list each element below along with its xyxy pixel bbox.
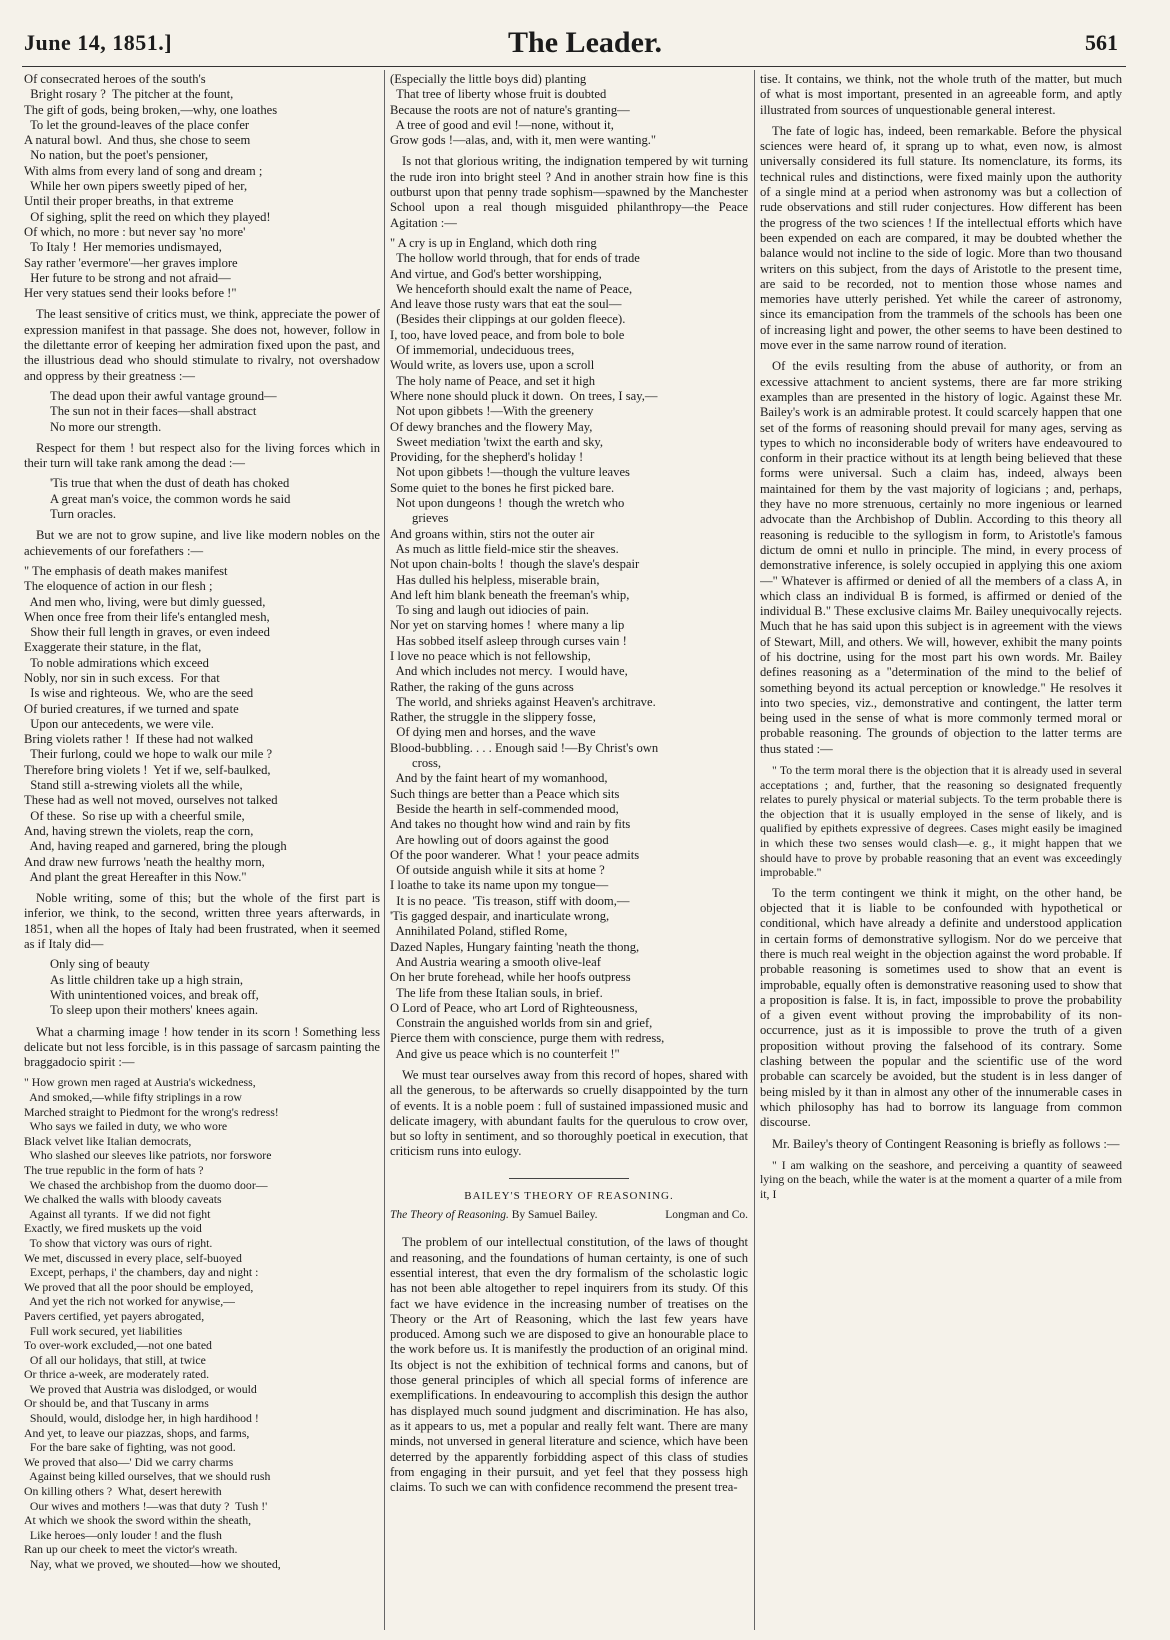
verse-line: Pavers certified, yet payers abrogated, — [24, 1308, 205, 1323]
verse-line: We proved that all the poor should be employed, — [24, 1279, 254, 1294]
verse-line: I loathe to take its name upon my tongue— — [390, 878, 609, 893]
verse-line: At which we shook the sword within the sheath, — [24, 1513, 252, 1528]
verse-line: Constrain the anguished worlds from sin and grief, — [390, 1016, 653, 1031]
verse-line: Pierce them with conscience, purge them with redress, — [390, 1031, 665, 1046]
verse-line: Therefore bring violets ! Yet if we, self-baulked, — [24, 762, 271, 777]
paragraph: Noble writing, some of this; but the whole of the first part is inferior, we think, to the second, written three years afterwards, in 1851, when all the hopes of Italy had been frustrated, when it seemed as if Italy did— — [24, 891, 380, 952]
paragraph: Respect for them ! but respect also for the living forces which in their turn will take rank among the dead :— — [24, 440, 380, 471]
verse-line: Who slashed our sleeves like patriots, nor forswore — [24, 1148, 272, 1163]
verse-block — [24, 1075, 380, 1571]
verse-line: Except, perhaps, i' the chambers, day and night : — [24, 1265, 259, 1280]
verse-line: A great man's voice, the common words he said — [50, 491, 291, 506]
verse-line: To noble admirations which exceed — [24, 655, 209, 670]
quoted-passage: " I am walking on the seashore, and perceiving a quantity of seaweed lying on the beach, while the water is at the moment a quarter of a mile from it, I — [760, 1157, 1122, 1202]
verse-line: On her brute forehead, while her hoofs outpress — [390, 970, 631, 985]
verse-line: Against being killed ourselves, that we should rush — [24, 1469, 271, 1484]
verse-line: Of all our holidays, that still, at twice — [24, 1352, 206, 1367]
verse-line: Not upon gibbets !—With the greenery — [390, 404, 594, 419]
issue-date: June 14, 1851.] — [24, 30, 173, 55]
verse-line: Of consecrated heroes of the south's — [24, 72, 206, 86]
verse-line: The gift of gods, being broken,—why, one loathes — [24, 102, 278, 117]
verse-line: Only sing of beauty — [50, 957, 150, 972]
verse-line: We chased the archbishop from the duomo door— — [24, 1177, 268, 1192]
verse-line: A natural bowl. And thus, she chose to seem — [24, 133, 251, 148]
verse-line: To over-work excluded,—not one bated — [24, 1338, 212, 1353]
verse-line: Black velvet like Italian democrats, — [24, 1133, 192, 1148]
verse-line: Of immemorial, undeciduous trees, — [390, 343, 575, 358]
verse-line: grieves — [390, 511, 449, 526]
verse-line: Turn oracles. — [50, 507, 116, 522]
verse-line: Bright rosary ? The pitcher at the fount, — [24, 87, 234, 102]
verse-line: Of dewy branches and the flowery May, — [390, 419, 593, 434]
verse-line: Our wives and mothers !—was that duty ? Tush !' — [24, 1498, 268, 1513]
paragraph: The problem of our intellectual constitution, of the laws of thought and reasoning, and the foundations of human certainty, is one of such essential interest, that even the dry formalism of the scholastic logic has not been able altogether to repel inquirers from its study. Of this fact we have evidence in the increasing number of treatises on the Theory or the Art of Reasoning, which the last few years have produced. Among such we are disposed to give an honourable place to the work before us. It is manifestly the production of an original mind. Its object is not the exhibition of technical forms and canons, but of those general principles of which all special forms of inference are exemplifications. In endeavouring to accomplish this design the author has displayed much sound judgment and discrimination. He has also, as it appears to us, met a popular and really felt want. There are many minds, not unversed in general literature and science, which have been deterred by the apparently forbidding aspect of this class of studies from engaging in their pursuit, and yet feel that they possess high claims. To such we can with confidence recommend the present trea- — [390, 1235, 748, 1495]
verse-line: Are howling out of doors against the good — [390, 832, 609, 847]
page-number: 561 — [1085, 30, 1118, 55]
verse-line: Nor yet on starving homes ! where many a lip — [390, 618, 625, 633]
column-divider — [384, 70, 385, 1630]
verse-line: For the bare sake of fighting, was not good. — [24, 1440, 236, 1455]
verse-line: The hollow world through, that for ends of trade — [390, 251, 640, 266]
verse-line: Such things are better than a Peace which sits — [390, 786, 620, 801]
verse-line: Ran up our cheek to meet the victor's wreath. — [24, 1542, 238, 1557]
verse-line: cross, — [390, 756, 442, 771]
verse-block — [390, 236, 748, 1062]
verse-line: Stand still a-strewing violets all the while, — [24, 778, 243, 793]
column-1 — [24, 72, 380, 1572]
verse-line: Exactly, we fired muskets up the void — [24, 1221, 202, 1236]
verse-block — [24, 564, 380, 885]
masthead-title: The Leader. — [508, 26, 662, 59]
verse-line: Upon our antecedents, we were vile. — [24, 716, 214, 731]
column-divider — [754, 70, 755, 1630]
verse-line: Show their full length in graves, or even indeed — [24, 625, 270, 640]
verse-line: Not upon chain-bolts ! though the slave's despair — [390, 557, 640, 572]
verse-line: And virtue, and God's better worshipping, — [390, 266, 602, 281]
verse-line: O Lord of Peace, who art Lord of Righteousness, — [390, 1000, 638, 1015]
verse-line: And yet, to leave our piazzas, shops, and farms, — [24, 1425, 250, 1440]
verse-line: While her own pipers sweetly piped of her, — [24, 179, 248, 194]
verse-line: The life from these Italian souls, in brief. — [390, 985, 603, 1000]
verse-line: And groans within, stirs not the outer air — [390, 526, 595, 541]
verse-line: Of these. So rise up with a cheerful smile, — [24, 808, 245, 823]
verse-line: And yet the rich not worked for anywise,— — [24, 1294, 235, 1309]
verse-line: No more our strength. — [50, 419, 162, 434]
verse-line: We henceforth should exalt the name of Peace, — [390, 281, 633, 296]
verse-line: With alms from every land of song and dream ; — [24, 163, 263, 178]
verse-line: We chalked the walls with bloody caveats — [24, 1192, 222, 1207]
verse-line: To sing and laugh out idiocies of pain. — [390, 603, 589, 618]
section-rule — [509, 1178, 629, 1179]
paragraph: Mr. Bailey's theory of Contingent Reasoning is briefly as follows :— — [772, 1136, 1120, 1151]
verse-line: Against all tyrants. If we did not fight — [24, 1206, 211, 1221]
review-citation — [390, 1208, 748, 1223]
verse-line: And give us peace which is no counterfeit !" — [390, 1046, 620, 1061]
verse-line: These had as well not moved, ourselves not talked — [24, 793, 278, 808]
verse-line: Or should be, and that Tuscany in arms — [24, 1396, 209, 1411]
verse-line: Her very statues send their looks before !" — [24, 286, 237, 301]
verse-block — [24, 72, 380, 301]
verse-line: The dead upon their awful vantage ground— — [50, 388, 277, 403]
verse-line: Marched straight to Piedmont for the wrong's redress! — [24, 1104, 279, 1119]
verse-line: And plant the great Hereafter in this Now." — [24, 869, 247, 884]
verse-line: And, having reaped and garnered, bring the plough — [24, 839, 287, 854]
paragraph: tise. It contains, we think, not the whole truth of the matter, but much of what is most important, presented in an agreeable form, and aptly illustrated from sources of unquestionable general interest. — [760, 72, 1122, 117]
verse-line: " A cry is up in England, which doth ring — [390, 235, 597, 250]
review-heading: BAILEY'S THEORY OF REASONING. — [464, 1189, 674, 1202]
verse-line: And left him blank beneath the freeman's whip, — [390, 587, 630, 602]
verse-line: Rather, the raking of the guns across — [390, 679, 574, 694]
verse-line: Beside the hearth in self-commended mood, — [390, 801, 619, 816]
verse-line: Of dying men and horses, and the wave — [390, 725, 596, 740]
verse-line: The holy name of Peace, and set it high — [390, 373, 596, 388]
verse-line: We proved that Austria was dislodged, or would — [24, 1381, 257, 1396]
verse-line: Rather, the struggle in the slippery fosse, — [390, 710, 596, 725]
verse-block — [24, 389, 380, 435]
verse-line: It is no peace. 'Tis treason, stiff with doom,— — [390, 893, 630, 908]
verse-line: Annihilated Poland, stifled Rome, — [390, 924, 568, 939]
header-rule — [22, 66, 1126, 67]
verse-line: 'Tis gagged despair, and inarticulate wrong, — [390, 909, 610, 924]
verse-line: Of outside anguish while it sits at home ? — [390, 863, 605, 878]
verse-line: And, having strewn the violets, reap the corn, — [24, 823, 254, 838]
verse-line: (Especially the little boys did) planting — [390, 72, 587, 86]
verse-line: Until their proper breaths, in that extreme — [24, 194, 234, 209]
verse-line: Full work secured, yet liabilities — [24, 1323, 183, 1338]
verse-line: When once free from their life's entangled mesh, — [24, 609, 270, 624]
verse-line: Where none should pluck it down. On trees, I say,— — [390, 388, 658, 403]
verse-line: (Besides their clippings at our golden fleece). — [390, 312, 626, 327]
review-source: The Theory of Reasoning. — [390, 1209, 509, 1222]
verse-line: Of buried creatures, if we turned and spate — [24, 701, 239, 716]
verse-line: As little children take up a high strain, — [50, 972, 244, 987]
verse-line: Sweet mediation 'twixt the earth and sky, — [390, 434, 604, 449]
verse-line: Her future to be strong and not afraid— — [24, 270, 231, 285]
verse-line: 'Tis true that when the dust of death has choked — [50, 476, 290, 491]
verse-line: Not upon gibbets !—though the vulture leaves — [390, 465, 630, 480]
verse-line: And men who, living, were but dimly guessed, — [24, 594, 266, 609]
review-publisher: Longman and Co. — [665, 1209, 748, 1222]
verse-line: We proved that also—' Did we carry charms — [24, 1454, 234, 1469]
verse-line: Would write, as lovers use, upon a scroll — [390, 358, 595, 373]
paragraph: What a charming image ! how tender in its scorn ! Something less delicate but not less forcible, is in this passage of sarcasm painting the braggadocio spirit :— — [24, 1024, 380, 1070]
page-header — [0, 0, 1170, 64]
verse-line: To let the ground-leaves of the place confer — [24, 117, 250, 132]
verse-line: To show that victory was ours of right. — [24, 1235, 213, 1250]
verse-line: The sun not in their faces—shall abstract — [50, 404, 257, 419]
paragraph: To the term contingent we think it might, on the other hand, be objected that it is liable to be confounded with hypothetical or conditional, which have already a definite and understood application in certain forms of demonstrative syllogism. Nor do we perceive that there is much real weight in the objection against the word probable. If probable reasoning is sometimes used to show that an event is improbable, equally often is demonstrative reasoning used to show that a proposition is false. It is, in fact, impossible to prove the probability of a given event without proving the improbability of its non-occurrence, just as it is impossible to prove the truth of a given proposition without proving the falsehood of its contrary. Some clashing between the popular and the scientific use of the word probable can scarcely be avoided, but the student is in less danger of being misled by it than in almost any other of the innumerable cases in which philosophy has had to borrow its language from common discourse. — [760, 885, 1122, 1130]
verse-line: To Italy ! Her memories undismayed, — [24, 240, 222, 255]
verse-line: As much as little field-mice stir the sheaves. — [390, 541, 619, 556]
verse-line: And which includes not mercy. I would have, — [390, 664, 628, 679]
verse-line: I, too, have loved peace, and from bole to bole — [390, 327, 625, 342]
verse-line: Providing, for the shepherd's holiday ! — [390, 450, 584, 465]
verse-block — [24, 957, 380, 1018]
verse-line: Of which, no more : but never say 'no more' — [24, 224, 246, 239]
verse-line: Bring violets rather ! If these had not walked — [24, 732, 254, 747]
verse-line: A tree of good and evil !—none, without it, — [390, 117, 614, 132]
quoted-passage: " To the term moral there is the objection that it is already used in several acceptations ; and, further, that the reasoning so designated frequently relates to purely physical or material subjects. To the term probable there is the objection that it is usually employed in the sense of likely, and is qualified by epithets expressive of degrees. Cases might easily be imagined in which these two senses would clash—e. g., it might happen that we should have to prove by probable reasoning that an event was exceedingly improbable." — [760, 763, 1122, 880]
verse-line: We met, discussed in every place, self-buoyed — [24, 1250, 242, 1265]
paragraph: Of the evils resulting from the abuse of authority, or from an excessive attachment to ancient systems, there are far more striking examples than are presented in the history of logic. Against these Mr. Bailey's work is an admirable protest. It could scarcely happen that one set of the forms of reasoning should prevail for many ages, serving as types to which no inconsiderable body of writers have endeavoured to conform in their practice without its at length being believed that these forms were universal. Such a claim has, indeed, always been maintained for them by the vast majority of logicians ; and, perhaps, they have no more strenuous, certainly no more ingenious or learned advocate than the Archbishop of Dublin. According to this theory all reasoning is reducible to the syllogism in form, to Aristotle's famous dictum de omni et nullo in principle. The mind, in every process of demonstrative inference, is solely occupied in applying this one axiom—" Whatever is affirmed or denied of all the members of a class A, in which class an individual B is formed, is affirmed or denied of the individual B." These exclusive claims Mr. Bailey unequivocally rejects. Much that he has said upon this subject is in agreement with the views of Stewart, Mill, and others. We will, however, exhibit the many points of his doctrine, using for the most part his own words. Mr. Bailey defines reasoning as a "determination of the mind to the belief of something beyond its actual perception or knowledge." He resolves it into two species, viz., demonstrative and contingent, the latter term being used in the sense of what is more commonly termed moral or probable reasoning. The grounds of objection to the latter terms are thus stated :— — [760, 359, 1122, 756]
paragraph: The least sensitive of critics must, we think, appreciate the power of expression manifest in that passage. She does not, however, follow in the dilettante error of keeping her admiration fixed upon the past, and the illustrious dead who should stimulate to rivalry, not overshadow and oppress by their greatness :— — [24, 307, 380, 383]
verse-line: " The emphasis of death makes manifest — [24, 563, 228, 578]
verse-block — [24, 476, 380, 522]
verse-line: And leave those rusty wars that eat the soul— — [390, 297, 622, 312]
verse-line: And draw new furrows 'neath the healthy morn, — [24, 854, 265, 869]
paragraph: But we are not to grow supine, and live like modern nobles on the achievements of our forefathers :— — [24, 528, 380, 558]
verse-line: Nobly, nor sin in such excess. For that — [24, 670, 220, 685]
column-3 — [760, 72, 1122, 1202]
verse-line: The eloquence of action in our flesh ; — [24, 579, 213, 594]
verse-line: Blood-bubbling. . . . Enough said !—By Christ's own — [390, 740, 659, 755]
verse-line: I love no peace which is not fellowship, — [390, 648, 591, 663]
verse-line: And by the faint heart of my womanhood, — [390, 771, 608, 786]
verse-line: That tree of liberty whose fruit is doubted — [390, 87, 607, 102]
verse-line: Is wise and righteous. We, who are the seed — [24, 686, 254, 701]
verse-line: And smoked,—while fifty striplings in a row — [24, 1090, 242, 1104]
verse-line: Like heroes—only louder ! and the flush — [24, 1527, 222, 1542]
verse-line: To sleep upon their mothers' knees again. — [50, 1003, 259, 1018]
verse-line: Should, would, dislodge her, in high hardihood ! — [24, 1411, 259, 1426]
verse-line: Or thrice a-week, are moderately rated. — [24, 1367, 210, 1382]
verse-line: The world, and shrieks against Heaven's architrave. — [390, 694, 656, 709]
verse-line: Not upon dungeons ! though the wretch who — [390, 496, 625, 511]
verse-block — [390, 72, 748, 148]
paragraph: Is not that glorious writing, the indignation tempered by wit turning the rude iron into bright steel ? And in another strain how fine is this outburst upon that penny trade sophism—spawned by the Manchester School upon a real though misguided philanthropy—the Peace Agitation :— — [390, 154, 748, 230]
verse-line: Grow gods !—alas, and, with it, men were wanting." — [390, 133, 657, 148]
verse-line: Has sobbed itself asleep through curses vain ! — [390, 633, 627, 648]
verse-line: The true republic in the form of hats ? — [24, 1162, 204, 1177]
verse-line: And Austria wearing a smooth olive-leaf — [390, 954, 601, 969]
verse-line: " How grown men raged at Austria's wickedness, — [24, 1075, 256, 1090]
verse-line: Exaggerate their stature, in the flat, — [24, 640, 202, 655]
verse-line: Of sighing, split the reed on which they played! — [24, 209, 271, 224]
paragraph: The fate of logic has, indeed, been remarkable. Before the physical sciences were heard of, it sprang up to what, even now, is almost universally considered its full stature. Its nomenclature, its forms, its technical rules and distinctions, were fixed mainly upon the authority of a single mind at a period when astronomy was but a collection of rude observations and still ruder conjectures. How different has been the progress of the two sciences ! If the intellectual efforts which have been expended on each are compared, it may be doubted whether the balance would not incline to the side of logic. More than two thousand writers on this subject, from the days of Aristotle to the present time, are said to be recorded, not to mention those whose names and memories have utterly perished. Yet while the career of astronomy, since its emancipation from the trammels of the schools has been one of increasing light and power, the other seems to have been destined to move ever in the same narrow round of iteration. — [760, 123, 1122, 353]
verse-line: Their furlong, could we hope to walk our mile ? — [24, 747, 273, 762]
verse-line: No nation, but the poet's pensioner, — [24, 148, 208, 163]
verse-line: And takes no thought how wind and rain by fits — [390, 817, 631, 832]
paragraph: We must tear ourselves away from this record of hopes, shared with all the generous, to be afterwards so cruelly disappointed by the turn of events. It is a noble poem : full of sustained impassioned music and delicate imagery, with abundant faults for the querulous to crow over, but so lofty in sentiment, and so thoroughly poetical in execution, that criticism runs into eulogy. — [390, 1068, 748, 1159]
verse-line: With unintentioned voices, and break off, — [50, 987, 259, 1002]
column-2 — [390, 72, 748, 1495]
verse-line: Say rather 'evermore'—her graves implore — [24, 255, 238, 270]
verse-line: Who says we failed in duty, we who wore — [24, 1119, 228, 1134]
verse-line: Some quiet to the bones he first picked bare. — [390, 480, 615, 495]
verse-line: Nay, what we proved, we shouted—how we shouted, — [24, 1557, 281, 1571]
verse-line: Because the roots are not of nature's granting— — [390, 102, 630, 117]
verse-line: Has dulled his helpless, miserable brain, — [390, 572, 600, 587]
verse-line: On killing others ? What, desert herewith — [24, 1484, 222, 1499]
verse-line: Of the poor wanderer. What ! your peace admits — [390, 847, 640, 862]
review-author: By Samuel Bailey. — [511, 1209, 598, 1222]
verse-line: Dazed Naples, Hungary fainting 'neath the thong, — [390, 939, 640, 954]
